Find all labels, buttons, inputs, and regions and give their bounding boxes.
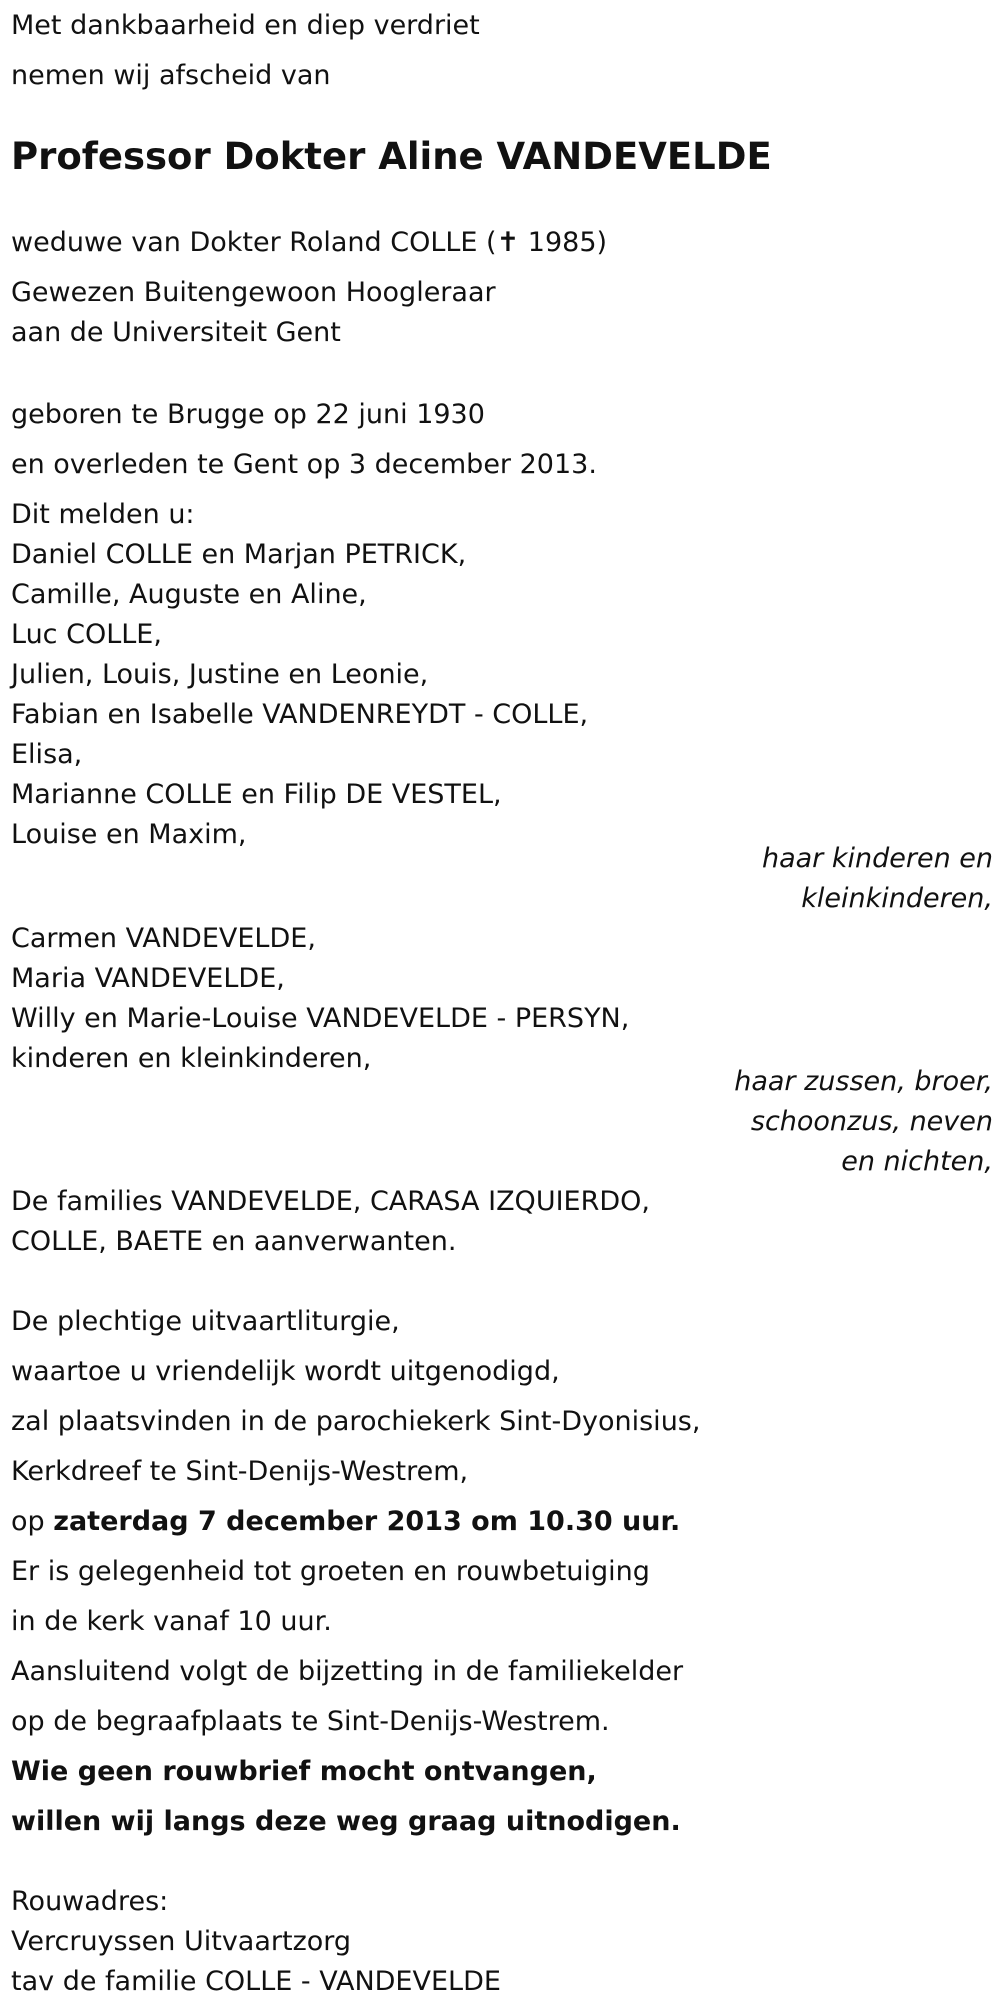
children-line: Camille, Auguste en Aline, [11,579,367,610]
deceased-name: Professor Dokter Aline VANDEVELDE [11,135,772,178]
ceremony-date: zaterdag 7 december 2013 om 10.30 uur. [53,1506,681,1537]
intro-line-2: nemen wij afscheid van [11,60,331,91]
children-relation-line: haar kinderen en [761,843,993,874]
ceremony-date-line [11,1508,680,1535]
siblings-relation-line: haar zussen, broer, [734,1066,993,1097]
ceremony-line: Er is gelegenheid tot groeten en rouwbetuiging [11,1556,650,1587]
siblings-relation-line: en nichten, [841,1146,993,1177]
children-line: Daniel COLLE en Marjan PETRICK, [11,539,467,570]
title-line-1: Gewezen Buitengewoon Hoogleraar [11,277,496,308]
died-line: en overleden te Gent op 3 december 2013. [11,449,597,480]
ceremony-line: Kerkdreef te Sint-Denijs-Westrem, [11,1456,469,1487]
address-line: Vercruyssen Uitvaartzorg [11,1926,352,1957]
born-line: geboren te Brugge op 22 juni 1930 [11,399,485,430]
children-line: Luc COLLE, [11,619,162,650]
intro-line-1: Met dankbaarheid en diep verdriet [11,10,480,41]
address-line: tav de familie COLLE - VANDEVELDE [11,1966,501,1997]
ceremony-date-prefix: op [11,1506,54,1537]
children-line: Elisa, [11,739,83,770]
children-relation-line: kleinkinderen, [801,883,993,914]
widow-of-line: weduwe van Dokter Roland COLLE (✝ 1985) [11,227,608,258]
siblings-line: Maria VANDEVELDE, [11,963,285,994]
children-line: Julien, Louis, Justine en Leonie, [11,659,429,690]
children-line: Louise en Maxim, [11,819,247,850]
families-line: De families VANDEVELDE, CARASA IZQUIERDO, [11,1186,650,1217]
ceremony-line: in de kerk vanaf 10 uur. [11,1606,332,1637]
ceremony-line: De plechtige uitvaartliturgie, [11,1306,400,1337]
ceremony-line: waartoe u vriendelijk wordt uitgenodigd, [11,1356,560,1387]
children-line: Fabian en Isabelle VANDENREYDT - COLLE, [11,699,589,730]
siblings-line: Carmen VANDEVELDE, [11,923,316,954]
notice-line: willen wij langs deze weg graag uitnodigen. [11,1806,681,1837]
address-label: Rouwadres: [11,1886,169,1917]
siblings-relation-line: schoonzus, neven [750,1106,993,1137]
announcers-intro: Dit melden u: [11,499,195,530]
title-line-2: aan de Universiteit Gent [11,317,341,348]
ceremony-line: zal plaatsvinden in de parochiekerk Sint-Dyonisius, [11,1406,701,1437]
children-line: Marianne COLLE en Filip DE VESTEL, [11,779,502,810]
notice-line: Wie geen rouwbrief mocht ontvangen, [11,1756,597,1787]
ceremony-line: op de begraafplaats te Sint-Denijs-Westrem. [11,1706,610,1737]
siblings-line: Willy en Marie-Louise VANDEVELDE - PERSYN, [11,1003,630,1034]
families-line: COLLE, BAETE en aanverwanten. [11,1226,457,1257]
ceremony-line: Aansluitend volgt de bijzetting in de familiekelder [11,1656,684,1687]
siblings-line: kinderen en kleinkinderen, [11,1043,372,1074]
